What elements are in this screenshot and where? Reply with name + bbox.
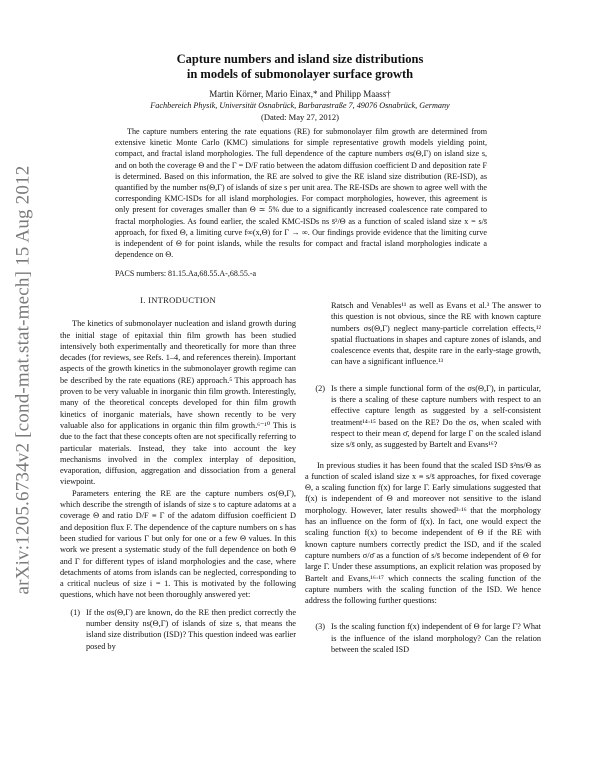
question-number: (1) — [70, 607, 80, 617]
paper-title — [60, 52, 540, 82]
question-number: (3) — [315, 622, 325, 632]
question-text: Is there a simple functional form of the σs(Θ,Γ), in particular, is there a scaling of these capture numbers with respect to an effective capture length as suggested by a self-consistent treatment¹⁴·¹⁵ based on the RE? Do the σs, when scaled with respect to their mean σ̄, depend for large Γ on the scaled island size s/s̄ only, as suggested by Bartelt and Evans¹⁶? — [331, 383, 541, 450]
intro-paragraph-1: The kinetics of submonolayer nucleation and island growth during the initial stage of epitaxial thin film growth has been studied intensively both experimentally and theoretically for more than three decades (for reviews, see Refs. 1–4, and references therein). Important aspects of the growth kinetics in the submonolayer growth regime can be described by the rate equations (RE) approach.⁵ This approach has proven to be very valuable in inorganic thin film growth. Interestingly, many of the theoretical concepts developed for thin film growth kinetics of inorganic materials, have shown recently to be very valuable also for applications in organic thin film growth.⁶⁻¹⁰ This is due to the fact that these concepts often are not specifically referring to particular materials. Instead, they take into account the key mechanisms involved in the complex interplay of deposition, evaporation, diffusion, aggregation and dissociation from a general viewpoint. — [60, 319, 296, 487]
pacs-numbers: PACS numbers: 81.15.Aa,68.55.A-,68.55.-a — [115, 269, 257, 278]
question-text: If the σs(Θ,Γ) are known, do the RE then predict correctly the number density ns(Θ,Γ) of islands of size s, that means the island size distribution (ISD)? This question indeed was earlier posed by — [86, 607, 296, 651]
abstract: The capture numbers entering the rate equations (RE) for submonolayer film growth are determined from extensive kinetic Monte Carlo (KMC) simulations for simple representative growth models yielding point, compact, and fractal island morphologies. The full dependence of the capture numbers σs(Θ,Γ) on island size s, and on both the coverage Θ and the Γ = D/F ratio between the adatom diffusion coefficient D and deposition rate F is determined. Based on this information, the RE are solved to give the RE island size distribution (RE-ISD), as quantified by the number ns(Θ,Γ) of islands of size s per unit area. The RE-ISDs are shown to agree well with the corresponding KMC-ISDs for all island morphologies. For compact morphologies, however, this agreement is only present for coverages smaller than Θ ≃ 5% due to a significantly increased coalescence rate compared to fractal morphologies. As found earlier, the scaled KMC-ISDs ns s̄²/Θ as a function of scaled island size x = s/s̄ approach, for fixed Θ, a limiting curve f∞(x,Θ) for Γ → ∞. Our findings provide evidence that the limiting curve is independent of Θ for point islands, while the results for compact and fractal island morphologies indicate a dependence on Θ. — [115, 127, 487, 260]
left-column — [60, 295, 296, 652]
intro-paragraph-3: In previous studies it has been found that the scaled ISD s̄²ns/Θ as a function of scaled island size x ≡ s/s̄ approaches, for fixed coverage Θ, a scaling function f(x) for large Γ. Early simulations suggested that f(x) is independent of Θ and moreover not sensitive to the island morphology. However, later results showed³·¹⁶ that the morphology has an influence on the form of f(x). In fact, one would expect the scaling function f(x) to become independent of Θ if the RE with known capture numbers correctly predict the ISD, and if the scaled capture numbers σ/σ̄ as a function of s/s̄ become independent of Θ for large Γ. Under these assumptions, an explicit relation was proposed by Bartelt and Evans,¹⁶·¹⁷ which connects the scaling function of the capture numbers with the scaling function of the ISD. We hence address the following further questions: — [305, 460, 541, 606]
question-item-1-continued — [305, 300, 541, 368]
arxiv-identifier — [8, 150, 38, 610]
question-item-3 — [305, 621, 541, 655]
section-heading: I. INTRODUCTION — [140, 295, 216, 305]
question-item-1 — [60, 607, 296, 652]
continuation-text: Ratsch and Venables¹¹ as well as Evans et al.³ The answer to this question is not obvious, since the RE with known capture numbers σs(Θ,Γ) neglect many-particle correlation effects,¹² spatial fluctuations in shapes and capture zones of islands, and coalescence events that, despite rare in the early-stage growth, can have a significant influence.¹³ — [331, 301, 541, 367]
question-text: Is the scaling function f(x) independent of Θ for large Γ? What is the influence of the island morphology? Can the relation between the scaled ISD — [331, 622, 541, 655]
date-line: (Dated: May 27, 2012) — [261, 112, 339, 122]
intro-paragraph-2: Parameters entering the RE are the capture numbers σs(Θ,Γ), which describe the strength of islands of size s to capture adatoms at a coverage Θ and ratio D/F ≡ Γ of the adatom diffusion coefficient D and deposition flux F. The dependence of the capture numbers on s has been studied for various Γ but only for one or a few Θ values. In this work we present a systematic study of the full dependence on both Θ and Γ for different types of island morphologies and the case, where detachments of atoms from islands can be neglected, corresponding to a critical nucleus of size i = 1. This is motivated by the following questions, which have not been thoroughly answered yet: — [60, 488, 296, 600]
title-line-1: Capture numbers and island size distributions — [176, 52, 424, 66]
right-column — [305, 300, 541, 655]
question-number: (2) — [315, 383, 325, 393]
arxiv-id-text: arXiv:1205.6734v2 [cond-mat.stat-mech] 15 Aug 2012 — [12, 165, 34, 595]
affiliation: Fachbereich Physik, Universität Osnabrück, Barbarastraße 7, 49076 Osnabrück, Germany — [150, 101, 450, 110]
authors: Martin Körner, Mario Einax,* and Philipp Maass† — [209, 89, 391, 99]
title-line-2: in models of submonolayer surface growth — [186, 67, 414, 81]
question-item-2 — [305, 383, 541, 451]
